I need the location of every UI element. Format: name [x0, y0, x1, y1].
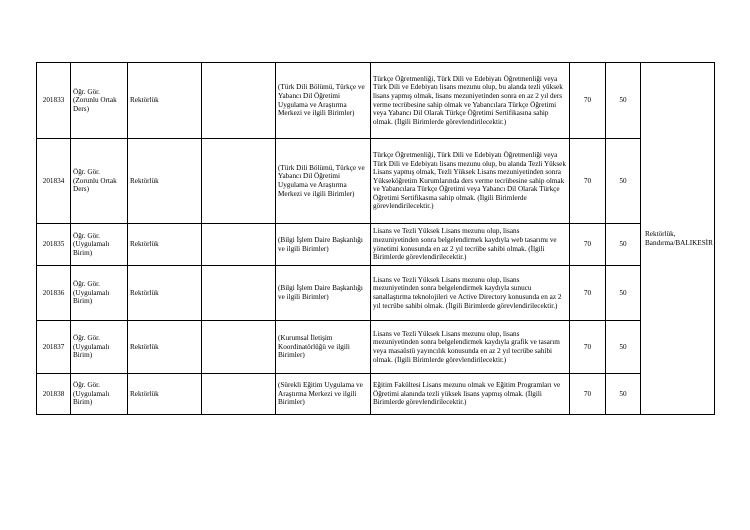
position-title: Öğr. Gör. (Uygulamalı Birim) [71, 321, 128, 374]
position-department: (Türk Dili Bölümü, Türkçe ve Yabancı Dil Öğretimi Uygulama ve Araştırma Merkezi ve ilgili Birimler) [276, 139, 371, 224]
position-department: (Sürekli Eğitim Uygulama ve Araştırma Merkezi ve ilgili Birimler) [276, 374, 371, 415]
position-score-b: 50 [606, 224, 641, 266]
table-row [37, 266, 715, 321]
position-sub-unit [202, 321, 276, 374]
position-score-a: 70 [570, 63, 606, 139]
table-row [37, 139, 715, 224]
position-code: 201835 [37, 224, 71, 266]
position-unit: Rektörlük [128, 321, 202, 374]
position-score-b: 50 [606, 321, 641, 374]
position-code: 201837 [37, 321, 71, 374]
position-code: 201833 [37, 63, 71, 139]
position-sub-unit [202, 63, 276, 139]
position-unit: Rektörlük [128, 63, 202, 139]
position-score-a: 70 [570, 266, 606, 321]
position-qualifications: Lisans ve Tezli Yüksek Lisans mezunu olup, lisans mezuniyetinden sonra belgelendirmek kaydıyla web tasarımı ve yönetimi konusunda en az 2 yıl tecrübe sahibi olmak. (İlgili Birimlerde görevlendirilecektir.) [371, 224, 570, 266]
table-row [37, 63, 715, 139]
position-title: Öğr. Gör. (Uygulamalı Birim) [71, 374, 128, 415]
position-sub-unit [202, 139, 276, 224]
position-qualifications: Lisans ve Tezli Yüksek Lisans mezunu olup, lisans mezuniyetinden sonra belgelendirmek kaydıyla grafik ve tasarım veya masaüstü yayıncılık konusunda en az 2 yıl tecrübe sahibi olmak. (İlgili Birimlerde görevlendirilecektir.) [371, 321, 570, 374]
position-title: Öğr. Gör. (Zorunlu Ortak Ders) [71, 139, 128, 224]
position-qualifications: Eğitim Fakültesi Lisans mezunu olmak ve Eğitim Programları ve Öğretimi alanında tezli yüksek lisans yapmış olmak. (İlgili Birimlerde görevlendirilecektir.) [371, 374, 570, 415]
position-department: (Bilgi İşlem Daire Başkanlığı ve ilgili Birimler) [276, 266, 371, 321]
position-score-b: 50 [606, 139, 641, 224]
position-title: Öğr. Gör. (Uygulamalı Birim) [71, 266, 128, 321]
position-unit: Rektörlük [128, 224, 202, 266]
position-score-a: 70 [570, 374, 606, 415]
position-code: 201834 [37, 139, 71, 224]
job-listing-table [36, 62, 715, 415]
position-qualifications: Türkçe Öğretmenliği, Türk Dili ve Edebiyatı Öğretmenliği veya Türk Dili ve Edebiyatı lisans mezunu olup, bu alanda tezli yüksek lisans yapmış olmak, lisans mezuniyetinden sonra en az 2 yıl ders verme tecrübesine sahip olmak ve Yabancılara Türkçe Öğretimi veya Yabancı Dil Olarak Türkçe Öğretimi Sertifikasına sahip olmak. (İlgili Birimlerde görevlendirilecektir.) [371, 63, 570, 139]
table-row [37, 321, 715, 374]
position-location: Rektörlük, Bandırma/BALIKESİR [641, 63, 715, 415]
table-row [37, 224, 715, 266]
position-score-b: 50 [606, 374, 641, 415]
table-row [37, 374, 715, 415]
position-score-a: 70 [570, 321, 606, 374]
position-sub-unit [202, 266, 276, 321]
position-score-b: 50 [606, 266, 641, 321]
position-code: 201838 [37, 374, 71, 415]
position-department: (Kurumsal İletişim Koordinatörlüğü ve ilgili Birimler) [276, 321, 371, 374]
position-department: (Bilgi İşlem Daire Başkanlığı ve ilgili Birimler) [276, 224, 371, 266]
position-unit: Rektörlük [128, 266, 202, 321]
position-department: (Türk Dili Bölümü, Türkçe ve Yabancı Dil Öğretimi Uygulama ve Araştırma Merkezi ve ilgili Birimler) [276, 63, 371, 139]
position-sub-unit [202, 224, 276, 266]
position-title: Öğr. Gör. (Zorunlu Ortak Ders) [71, 63, 128, 139]
position-score-b: 50 [606, 63, 641, 139]
position-code: 201836 [37, 266, 71, 321]
position-score-a: 70 [570, 224, 606, 266]
position-unit: Rektörlük [128, 139, 202, 224]
position-qualifications: Türkçe Öğretmenliği, Türk Dili ve Edebiyatı Öğretmenliği veya Türk Dili ve Edebiyatı lisans mezunu olup, bu alanda Tezli Yüksek Lisans yapmış olmak, Tezli Yüksek Lisans mezuniyetinden sonra Yükseköğretim Kurumlarında ders verme tecrübesine sahip olmak ve Yabancılara Türkçe Öğretimi veya Yabancı Dil Olarak Türkçe Öğretimi Sertifikasına sahip olmak. (İlgili Birimlerde görevlendirilecektir.) [371, 139, 570, 224]
position-score-a: 70 [570, 139, 606, 224]
position-unit: Rektörlük [128, 374, 202, 415]
position-title: Öğr. Gör. (Uygulamalı Birim) [71, 224, 128, 266]
position-qualifications: Lisans ve Tezli Yüksek Lisans mezunu olup, lisans mezuniyetinden sonra belgelendirmek kaydıyla sunucu sanallaştırma teknolojileri ve Active Directory konusunda en az 2 yıl tecrübe sahibi olmak. (İlgili Birimlerde görevlendirilecektir.) [371, 266, 570, 321]
position-sub-unit [202, 374, 276, 415]
